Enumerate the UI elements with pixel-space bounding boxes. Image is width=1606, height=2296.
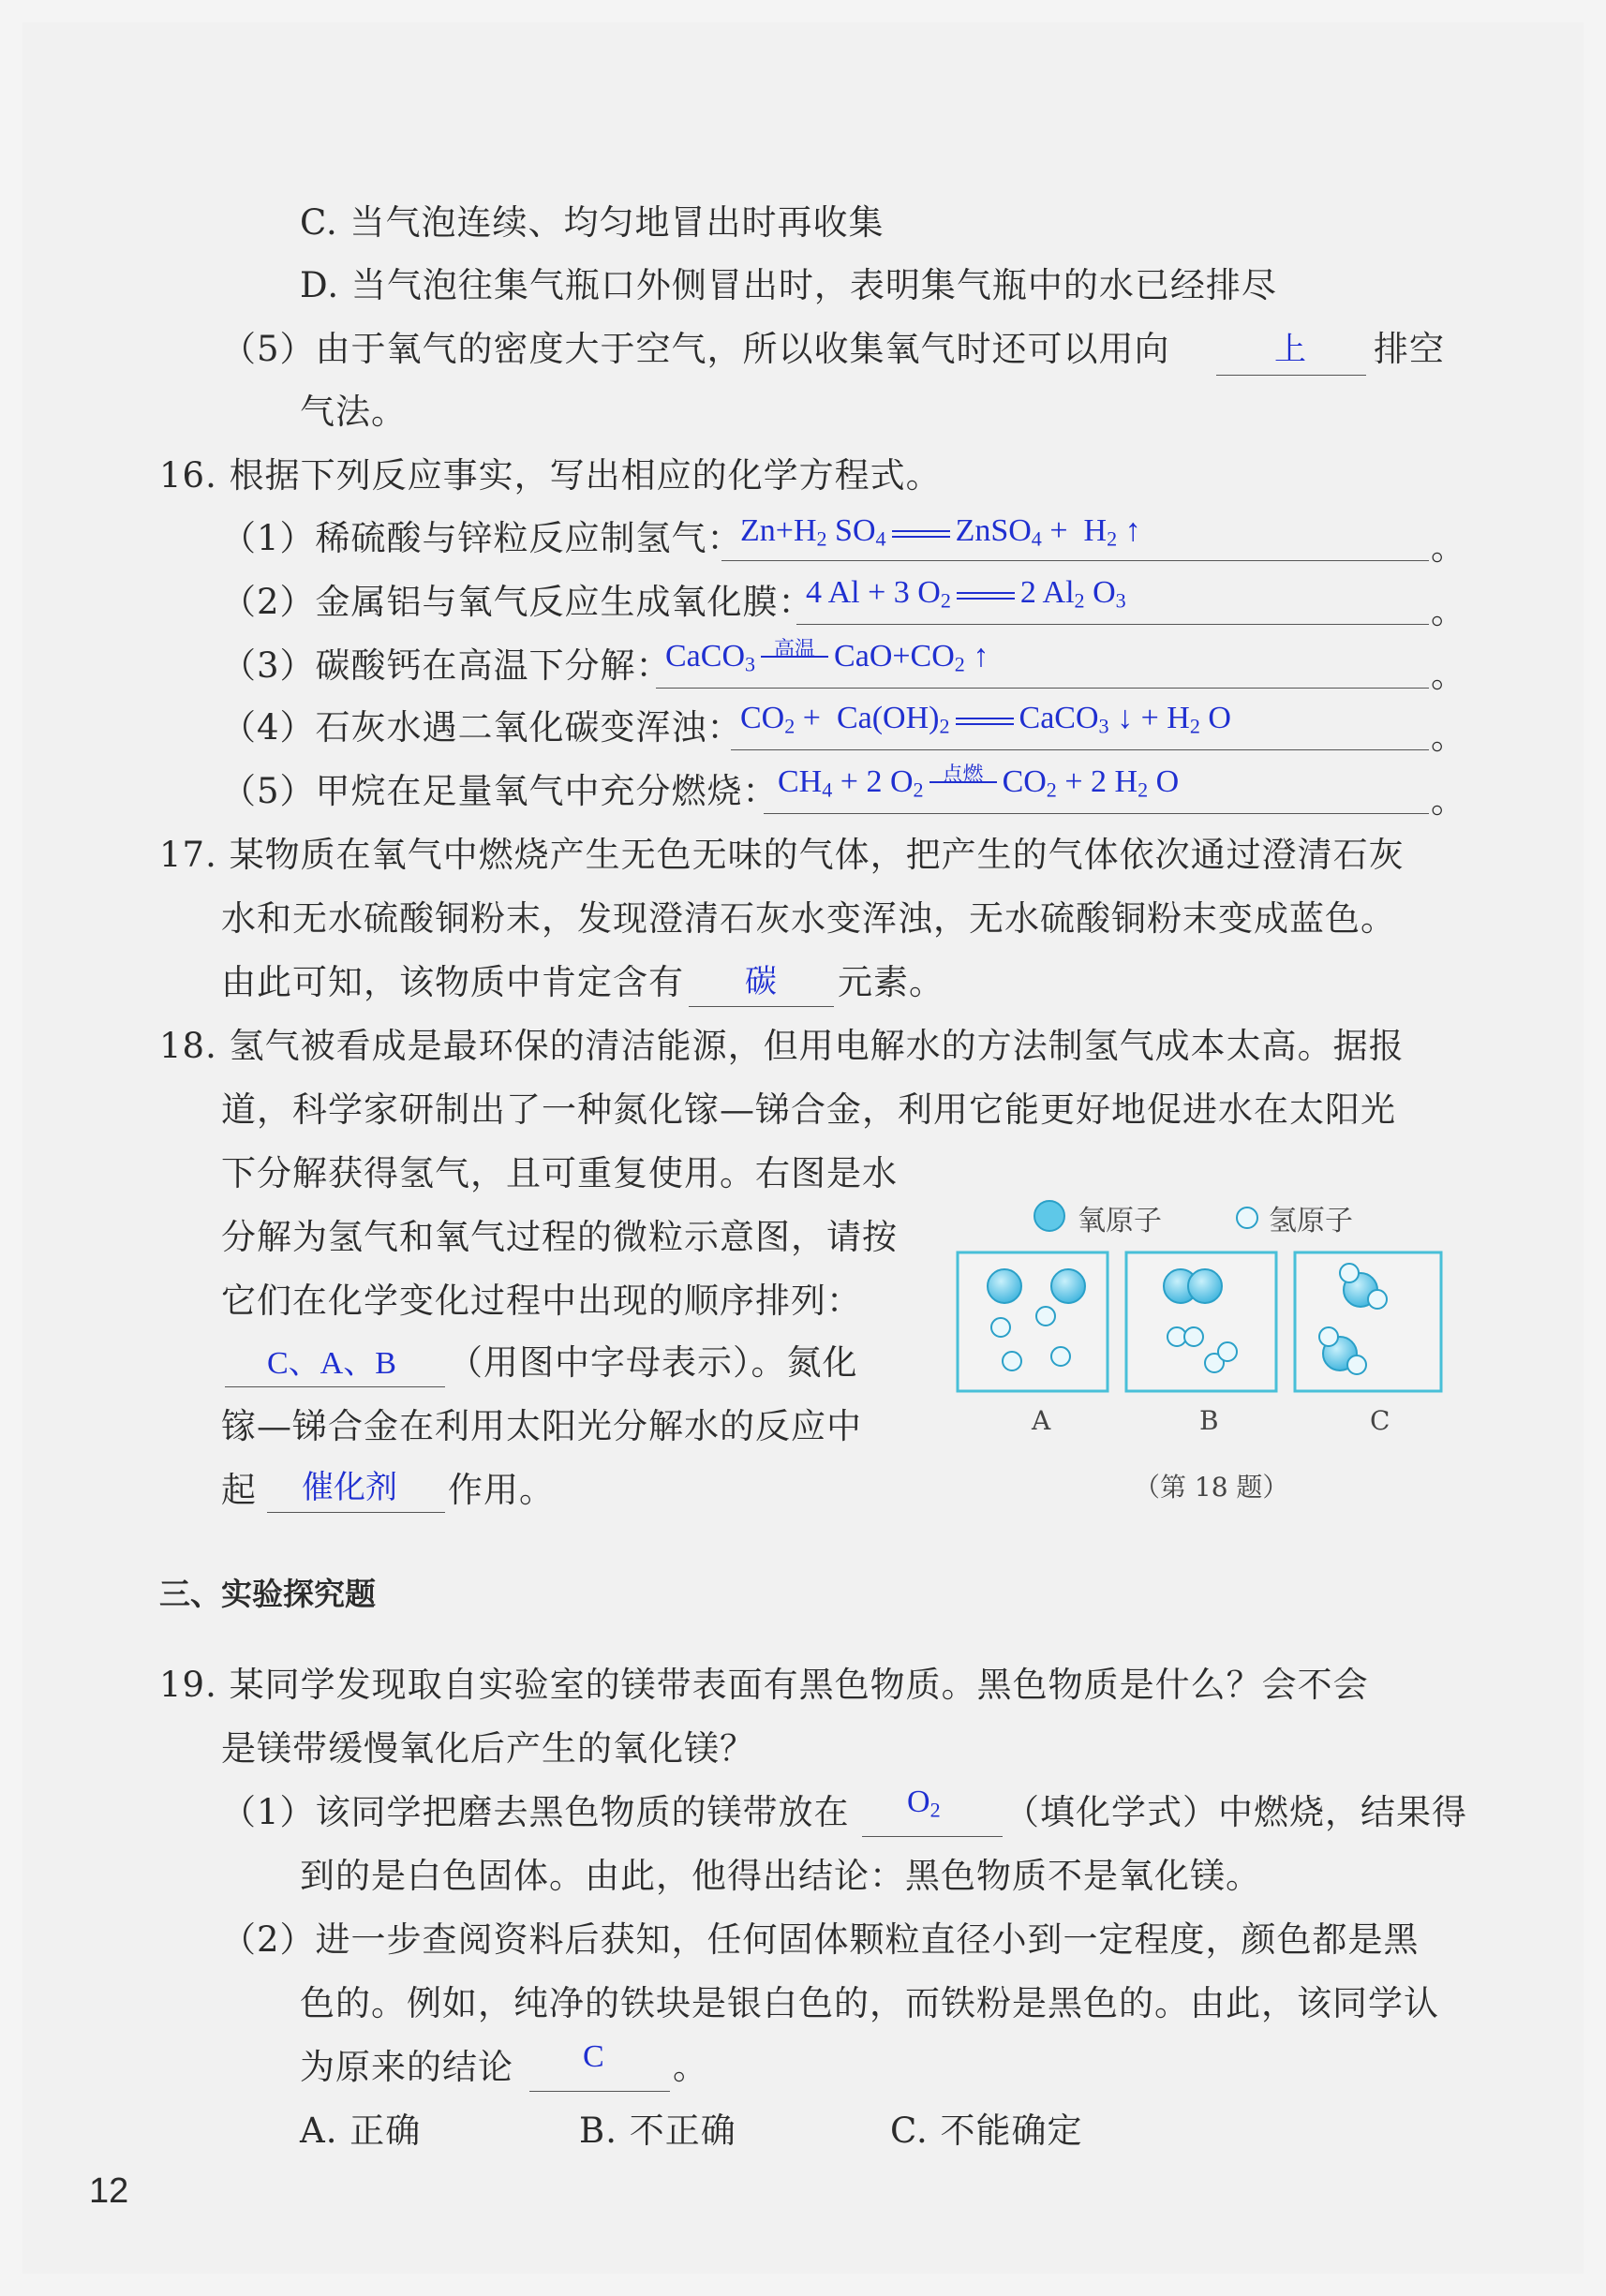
q16-end-4: 。 bbox=[1431, 717, 1466, 757]
high-temp-condition: 高温 bbox=[774, 638, 816, 662]
q16-answer-5: $CH_4 + 2$ $O_2$ 点燃 $CO_2 + 2$ $H_2$ O bbox=[778, 764, 1179, 803]
q17-line-1: 17. 某物质在氧气中燃烧产生无色无味的气体，把产生的气体依次通过澄清石灰 bbox=[159, 835, 1405, 875]
q18-line-8-suffix: 作用。 bbox=[448, 1470, 555, 1510]
q16-answer-4: $CO_2 + Ca(OH)_2$ CaCO$_3$ ↓ + $H_2$ O bbox=[740, 701, 1231, 738]
diagram-label-a: A bbox=[1032, 1405, 1051, 1436]
q16-answer-line-2 bbox=[796, 624, 1429, 625]
q18-line-5: 它们在化学变化过程中出现的顺序排列： bbox=[221, 1281, 862, 1321]
q18-answer-catalyst: 催化剂 bbox=[302, 1471, 397, 1505]
ignite-condition: 点燃 bbox=[942, 763, 984, 788]
q16-item-4: （4）石灰水遇二氧化碳变浑浊： bbox=[221, 707, 743, 748]
q18-line-3: 下分解获得氢气，且可重复使用。右图是水 bbox=[221, 1153, 898, 1193]
q17-answer-line bbox=[689, 1006, 834, 1007]
q16-item-1: （1）稀硫酸与锌粒反应制氢气： bbox=[221, 518, 743, 558]
q19-option-b: B. 不正确 bbox=[579, 2111, 736, 2151]
q17-line-2: 水和无水硫酸铜粉末，发现澄清石灰水变浑浊，无水硫酸铜粉末变成蓝色。 bbox=[221, 898, 1396, 939]
q18-answer-order: C、A、B bbox=[267, 1346, 396, 1381]
q16-answer-3: CaCO$_3$ 高温 $CaO+CO_2$ ↑ bbox=[665, 639, 989, 677]
q18-line-6: （用图中字母表示）。氮化 bbox=[448, 1342, 858, 1383]
q16-end-5: 。 bbox=[1431, 780, 1466, 821]
q19-answer-choice: C bbox=[583, 2039, 604, 2074]
q16-end-2: 。 bbox=[1431, 591, 1466, 631]
q19-part1-cont: 到的是白色固体。由此，他得出结论：黑色物质不是氧化镁。 bbox=[300, 1856, 1261, 1896]
q19-answer-line-2 bbox=[529, 2091, 670, 2092]
q16-answer-line-4 bbox=[731, 749, 1429, 750]
q16-end-3: 。 bbox=[1431, 655, 1466, 695]
oxygen-atom-legend-icon bbox=[1031, 1197, 1068, 1235]
legend-oxygen: 氧原子 bbox=[1078, 1205, 1162, 1237]
q19-part2-line-2: 色的。例如，纯净的铁块是银白色的，而铁粉是黑色的。由此，该同学认 bbox=[300, 1983, 1439, 2023]
q15-option-d: D. 当气泡往集气瓶口外侧冒出时，表明集气瓶中的水已经排尽 bbox=[300, 265, 1277, 305]
q15-answer: 上 bbox=[1274, 333, 1306, 367]
q16-answer-2: 4 Al + 3 $O_2$ 2 $Al_2$ $O_3$ bbox=[806, 575, 1126, 613]
figure-caption: （第 18 题） bbox=[1134, 1472, 1289, 1503]
q19-line-2: 是镁带缓慢氧化后产生的氧化镁？ bbox=[221, 1728, 755, 1769]
section-heading: 三、实验探究题 bbox=[159, 1576, 376, 1612]
diagram-label-b: B bbox=[1199, 1405, 1219, 1436]
q16-stem: 16. 根据下列反应事实，写出相应的化学方程式。 bbox=[159, 455, 942, 496]
hydrogen-atom-legend-icon bbox=[1233, 1204, 1261, 1232]
q19-part2-line-3: 为原来的结论 bbox=[300, 2047, 513, 2087]
q18-answer-line-2 bbox=[267, 1512, 445, 1513]
q18-line-1: 18. 氢气被看成是最环保的清洁能源，但用电解水的方法制氢气成本太高。据报 bbox=[159, 1026, 1405, 1066]
q16-answer-1: $Zn+H_2$ $SO_4$ ZnSO$_4$ + $H_2$ ↑ bbox=[740, 513, 1141, 551]
q18-answer-line-1 bbox=[225, 1386, 445, 1387]
q18-line-7: 镓—锑合金在利用太阳光分解水的反应中 bbox=[221, 1406, 862, 1446]
q16-item-5: （5）甲烷在足量氧气中充分燃烧： bbox=[221, 771, 779, 811]
q16-item-3: （3）碳酸钙在高温下分解： bbox=[221, 645, 672, 686]
molecule-diagram bbox=[956, 1251, 1443, 1400]
q19-part1-text: （1）该同学把磨去黑色物质的镁带放在 bbox=[221, 1792, 850, 1832]
q19-option-a: A. 正确 bbox=[300, 2111, 422, 2151]
q19-part2-end: 。 bbox=[673, 2047, 708, 2087]
legend-hydrogen: 氢原子 bbox=[1269, 1205, 1353, 1237]
q16-answer-line-5 bbox=[764, 813, 1429, 814]
q19-part1-suffix: （填化学式）中燃烧，结果得 bbox=[1004, 1792, 1467, 1832]
q16-end-1: 。 bbox=[1431, 527, 1466, 568]
q15-answer-line bbox=[1216, 375, 1366, 376]
page-number: 12 bbox=[89, 2171, 129, 2211]
q18-line-2: 道，科学家研制出了一种氮化镓—锑合金，利用它能更好地促进水在太阳光 bbox=[221, 1089, 1396, 1130]
diagram-label-c: C bbox=[1370, 1405, 1390, 1436]
q17-line-3-suffix: 元素。 bbox=[838, 962, 944, 1002]
q19-option-c: C. 不能确定 bbox=[890, 2111, 1083, 2151]
q15-part5-cont: 气法。 bbox=[300, 392, 407, 432]
q18-line-4: 分解为氢气和氧气过程的微粒示意图，请按 bbox=[221, 1217, 898, 1257]
q16-answer-line-3 bbox=[656, 688, 1429, 689]
q19-part2-line-1: （2）进一步查阅资料后获知，任何固体颗粒直径小到一定程度，颜色都是黑 bbox=[221, 1919, 1420, 1960]
q15-part5-suffix: 排空 bbox=[1374, 329, 1445, 369]
q15-part5-text: （5）由于氧气的密度大于空气，所以收集氧气时还可以用向 bbox=[221, 329, 1170, 369]
q17-line-3: 由此可知，该物质中肯定含有 bbox=[221, 962, 684, 1002]
q19-line-1: 19. 某同学发现取自实验室的镁带表面有黑色物质。黑色物质是什么？会不会 bbox=[159, 1665, 1369, 1705]
q19-answer-formula: $O_2$ bbox=[907, 1785, 941, 1822]
q19-answer-line-1 bbox=[862, 1836, 1003, 1837]
q17-answer: 碳 bbox=[745, 965, 777, 1000]
q18-line-8-prefix: 起 bbox=[221, 1470, 257, 1510]
q15-option-c: C. 当气泡连续、均匀地冒出时再收集 bbox=[300, 202, 885, 243]
q16-answer-line-1 bbox=[721, 560, 1429, 561]
q16-item-2: （2）金属铝与氧气反应生成氧化膜： bbox=[221, 582, 814, 622]
